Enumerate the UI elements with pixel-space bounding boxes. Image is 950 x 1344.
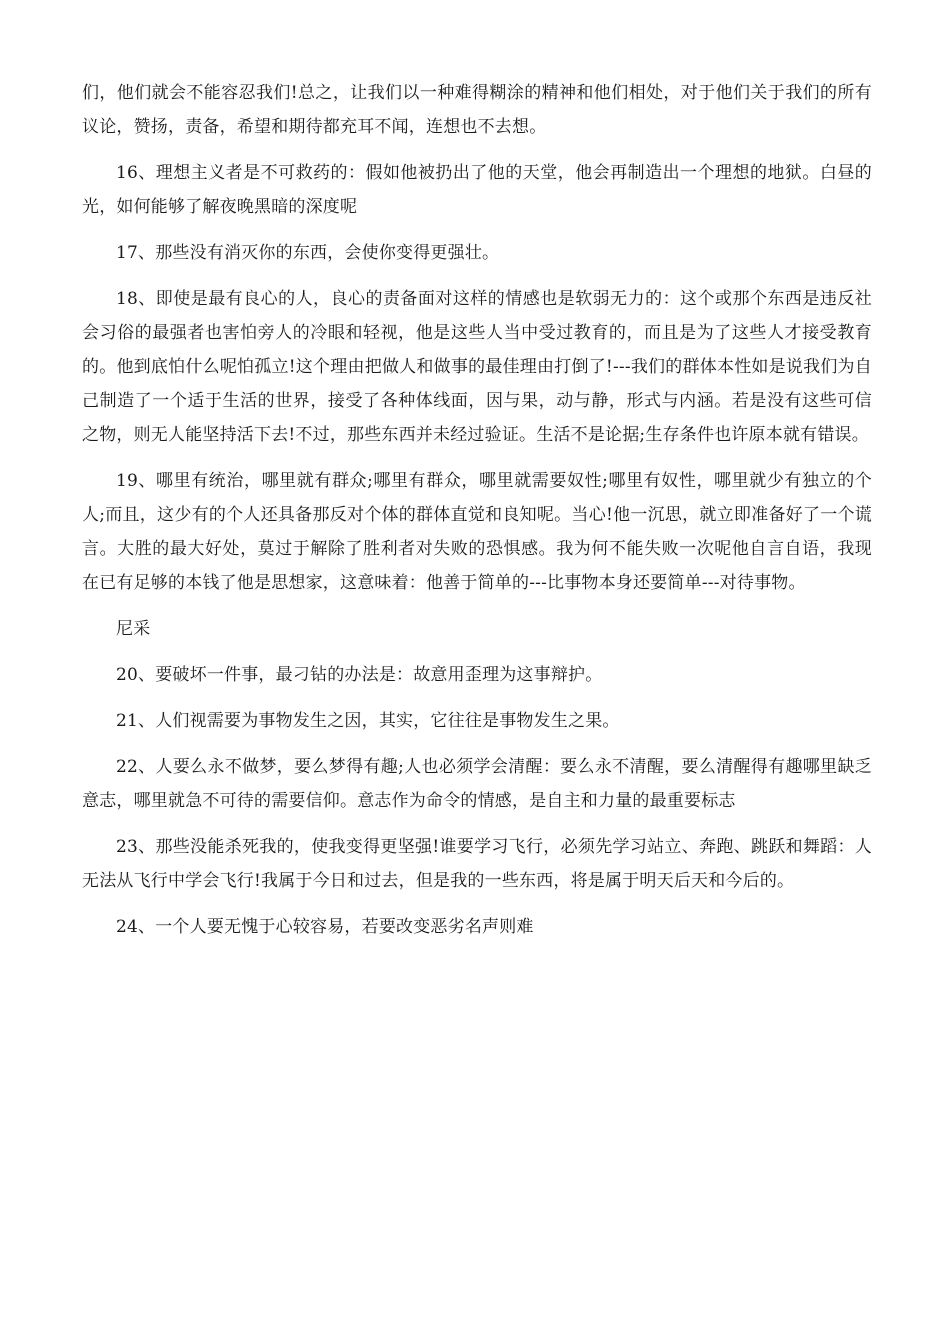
- paragraph-quote-16: 16、理想主义者是不可救药的：假如他被扔出了他的天堂，他会再制造出一个理想的地狱。白昼的光，如何能够了解夜晚黑暗的深度呢: [82, 163, 872, 217]
- paragraph-quote-18: 18、即使是最有良心的人，良心的责备面对这样的情感也是软弱无力的：这个或那个东西是违反社会习俗的最强者也害怕旁人的冷眼和轻视，他是这些人当中受过教育的，而且是为了这些人才接受教育的。他到底怕什么呢怕孤立!这个理由把做人和做事的最佳理由打倒了!---我们的群体本性如是说我们为自己制造了一个适于生活的世界，接受了各种体线面，因与果，动与静，形式与内涵。若是没有这些可信之物，则无人能坚持活下去!不过，那些东西并未经过验证。生活不是论据;生存条件也许原本就有错误。: [82, 289, 872, 445]
- paragraph-quote-20: 20、要破坏一件事，最刁钻的办法是：故意用歪理为这事辩护。: [116, 665, 603, 685]
- paragraph-quote-24: 24、一个人要无愧于心较容易，若要改变恶劣名声则难: [116, 917, 534, 937]
- paragraph-quote-21: 21、人们视需要为事物发生之因，其实，它往往是事物发生之果。: [116, 711, 620, 731]
- document-page: [82, 76, 872, 956]
- paragraph-quote-23: 23、那些没能杀死我的，使我变得更坚强!谁要学习飞行，必须先学习站立、奔跑、跳跃和舞蹈：人无法从飞行中学会飞行!我属于今日和过去，但是我的一些东西，将是属于明天后天和今后的。: [82, 837, 872, 891]
- paragraph-quote-22: 22、人要么永不做梦，要么梦得有趣;人也必须学会清醒：要么永不清醒，要么清醒得有趣哪里缺乏意志，哪里就急不可待的需要信仰。意志作为命令的情感，是自主和力量的最重要标志: [82, 757, 872, 811]
- paragraph-continuation: 们，他们就会不能容忍我们!总之，让我们以一种难得糊涂的精神和他们相处，对于他们关于我们的所有议论，赞扬，责备，希望和期待都充耳不闻，连想也不去想。: [82, 83, 872, 137]
- paragraph-quote-17: 17、那些没有消灭你的东西，会使你变得更强壮。: [116, 243, 500, 263]
- paragraph-quote-19: 19、哪里有统治，哪里就有群众;哪里有群众，哪里就需要奴性;哪里有奴性，哪里就少有独立的个人;而且，这少有的个人还具备那反对个体的群体直觉和良知呢。当心!他一沉思，就立即准备好了一个谎言。大胜的最大好处，莫过于解除了胜利者对失败的恐惧感。我为何不能失败一次呢他自言自语，我现在已有足够的本钱了他是思想家，这意味着：他善于简单的---比事物本身还要简单---对待事物。: [82, 471, 872, 593]
- paragraph-author-nietzsche: 尼采: [116, 619, 151, 639]
